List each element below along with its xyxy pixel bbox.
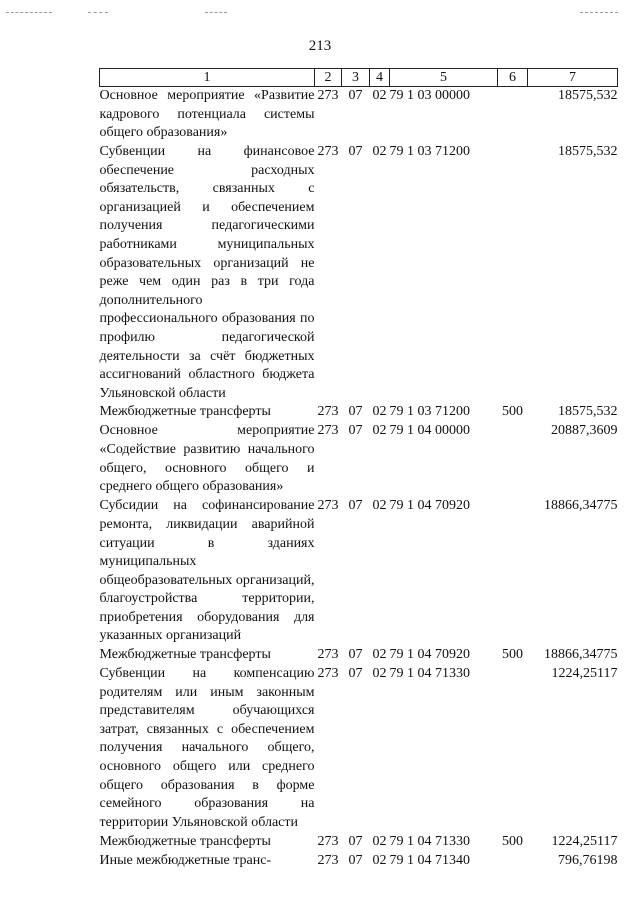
- table-row: [100, 646, 618, 665]
- section-code: 07: [348, 144, 363, 159]
- section-code: 07: [348, 88, 363, 103]
- scan-artifact-line: [6, 12, 52, 13]
- row-name: Субвенции на компенсацию родителям или иным законным представителям обучающихся затрат, связанных с обеспечением получения начального общего, основного общего или среднего общего образования в форме семейного образования на территории Ульяновской области: [99, 666, 315, 830]
- amount: 18575,532: [558, 88, 618, 103]
- expense-type-code: 500: [502, 834, 523, 850]
- expense-type-code: [498, 422, 528, 497]
- table-row: [100, 143, 618, 403]
- target-article-code: 79 1 03 71200: [389, 144, 470, 159]
- subsection-code: 02: [372, 144, 387, 159]
- row-name: Межбюджетные трансферты: [99, 647, 271, 663]
- expense-type-code: [498, 852, 528, 871]
- table-row: [100, 403, 618, 422]
- subsection-code: 02: [372, 498, 387, 514]
- column-header: 3: [342, 69, 370, 87]
- table-row: [100, 665, 618, 833]
- section-code: 07: [348, 853, 363, 869]
- subsection-code: 02: [372, 404, 387, 420]
- section-code: 07: [348, 404, 363, 420]
- section-code: 07: [348, 647, 363, 663]
- row-name: Межбюджетные трансферты: [99, 834, 271, 850]
- section-code: 07: [348, 834, 363, 850]
- subsection-code: 02: [372, 647, 387, 663]
- expense-type-code: 500: [502, 404, 523, 420]
- section-code: 07: [348, 666, 363, 682]
- column-header: 6: [498, 69, 528, 87]
- section-code: 07: [348, 423, 363, 439]
- amount: 18866,34775: [544, 498, 618, 514]
- target-article-code: 79 1 04 71340: [389, 853, 470, 869]
- row-name: Основное мероприятие «Развитие кадрового потенциала системы общего образования»: [99, 88, 315, 141]
- subsection-code: 02: [372, 834, 387, 850]
- row-name: Субсидии на софинансирование ремонта, ликвидации аварийной ситуации в зданиях муниципальных общеобразовательных организаций, благоустройства территории, приобретения оборудования для указанных организаций: [99, 498, 315, 644]
- expense-type-code: [498, 87, 528, 144]
- target-article-code: 79 1 04 70920: [389, 498, 470, 514]
- target-article-code: 79 1 03 71200: [389, 404, 470, 420]
- amount: 1224,25117: [551, 666, 618, 682]
- ministry-code: 273: [317, 88, 339, 103]
- table-row: [100, 833, 618, 852]
- table-row: [100, 422, 618, 497]
- target-article-code: 79 1 04 70920: [389, 647, 470, 663]
- scan-artifact-line: [205, 12, 227, 13]
- column-header: 5: [390, 69, 498, 87]
- ministry-code: 273: [317, 853, 339, 869]
- expense-type-code: [498, 665, 528, 833]
- row-name: Основное мероприятие «Содействие развитию начального общего, основного общего и среднего общего образования»: [99, 423, 315, 495]
- expense-type-code: 500: [502, 647, 523, 663]
- expense-type-code: [498, 143, 528, 403]
- target-article-code: 79 1 04 71330: [389, 666, 470, 682]
- ministry-code: 273: [317, 423, 339, 439]
- subsection-code: 02: [372, 423, 387, 439]
- table-row: [100, 497, 618, 646]
- table-row: [100, 852, 618, 871]
- subsection-code: 02: [372, 88, 387, 103]
- row-name: Межбюджетные трансферты: [99, 404, 271, 420]
- subsection-code: 02: [372, 666, 387, 682]
- amount: 796,76198: [558, 853, 618, 869]
- amount: 18575,532: [558, 404, 618, 420]
- table-header-row: [100, 69, 618, 87]
- row-name: Иные межбюджетные транс-: [99, 853, 272, 869]
- ministry-code: 273: [317, 647, 339, 663]
- amount: 18575,532: [558, 144, 618, 159]
- row-name: Субвенции на финансовое обеспечение расходных обязательств, связанных с организацией и обеспечением получения педагогическими работниками муниципальных образовательных организаций не реже чем один раз в три года дополнительного профессионального образования по профилю педагогической деятельности за счёт бюджетных ассигнований областного бюджета Ульяновской области: [99, 144, 315, 401]
- amount: 18866,34775: [544, 647, 618, 663]
- ministry-code: 273: [317, 834, 339, 850]
- target-article-code: 79 1 04 00000: [389, 423, 470, 439]
- ministry-code: 273: [317, 144, 339, 159]
- ministry-code: 273: [317, 666, 339, 682]
- ministry-code: 273: [317, 498, 339, 514]
- page-number: 213: [308, 38, 332, 54]
- ministry-code: 273: [317, 404, 339, 420]
- amount: 20887,3609: [551, 423, 618, 439]
- budget-table: [99, 68, 618, 871]
- column-header: 7: [528, 69, 618, 87]
- amount: 1224,25117: [551, 834, 618, 850]
- column-header: 1: [100, 69, 315, 87]
- expense-type-code: [498, 497, 528, 646]
- scan-artifact-line: [88, 12, 108, 13]
- subsection-code: 02: [372, 853, 387, 869]
- column-header: 2: [315, 69, 342, 87]
- section-code: 07: [348, 498, 363, 514]
- scan-artifact-line: [580, 12, 618, 13]
- table-row: [100, 87, 618, 144]
- target-article-code: 79 1 04 71330: [389, 834, 470, 850]
- target-article-code: 79 1 03 00000: [389, 88, 470, 103]
- column-header: 4: [370, 69, 390, 87]
